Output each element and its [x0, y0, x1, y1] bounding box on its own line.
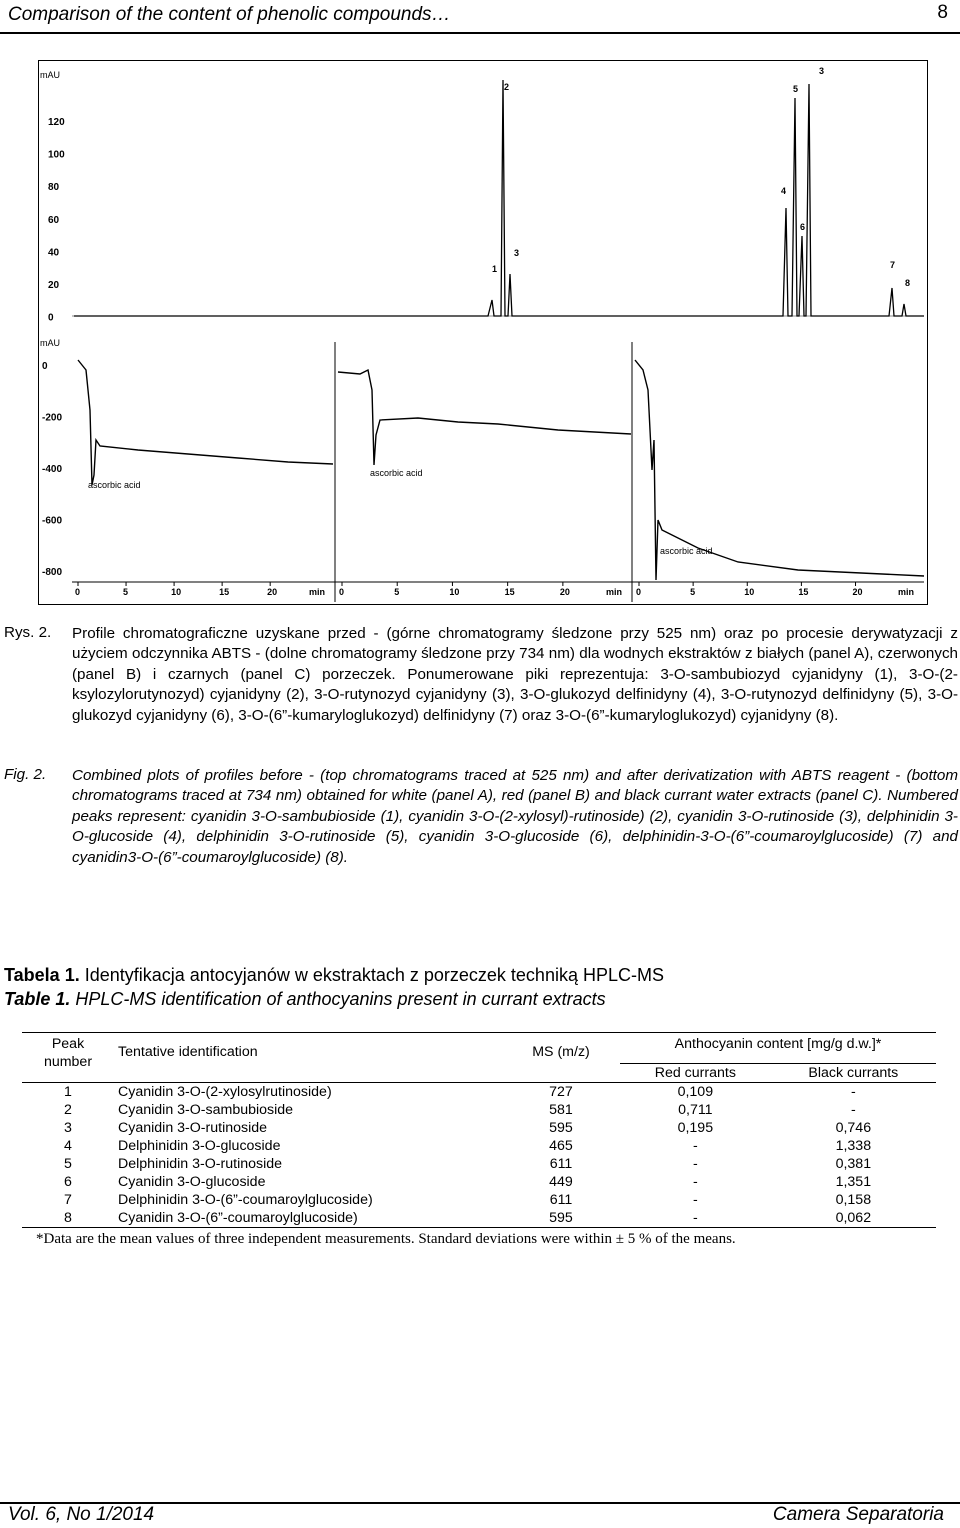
table-row	[22, 1209, 936, 1228]
footer-journal: Camera Separatoria	[772, 1504, 944, 1525]
table-row	[22, 1101, 936, 1119]
x-tick-label: 15	[798, 587, 809, 597]
annotation-panel-b: ascorbic acid	[370, 468, 423, 478]
black-currants-cell: 1,351	[835, 1174, 872, 1190]
caption-en-text: Combined plots of profiles before - (top chromatograms traced at 525 nm) and after derivatization with ABTS reagent - (bottom chromatograms traced at 734 nm) obtained for white (panel A), red (panel B) and black currant water extracts (panel C). Numbered peaks represent: cyanidin 3-O-sambubioside (1), cyanidin 3-O-(2-xylosyl)-rutinoside) (2), cyanidin 3-O-rutinoside (3), delphinidin 3-O-glucoside (4), delphinidin 3-O-rutinoside (5), cyanidin 3-O-glucoside (6), delphinidin-3-O-(6”-coumaroylglucoside) (7) and cyanidin3-O-(6”-coumaroylglucoside) (8).	[72, 767, 958, 866]
table-row	[22, 1155, 936, 1173]
red-currants-cell: -	[692, 1138, 698, 1154]
peak-number-cell: 6	[64, 1174, 72, 1190]
ms-cell: 595	[549, 1120, 573, 1136]
black-currants-cell: -	[850, 1084, 856, 1100]
x-tick-label: 0	[636, 587, 642, 597]
red-currants-cell: 0,195	[677, 1120, 714, 1136]
x-unit-label: min	[606, 587, 623, 597]
peak-number-cell: 7	[64, 1192, 72, 1208]
x-tick-label: 20	[267, 587, 278, 597]
black-currants-cell: -	[850, 1102, 856, 1118]
anthocyanin-table	[22, 1032, 936, 1250]
red-currants-cell: -	[692, 1156, 698, 1172]
header-identification: Tentative identification	[118, 1044, 258, 1060]
black-currants-cell: 0,158	[835, 1192, 872, 1208]
bottom-y-tick-label: 0	[42, 361, 48, 372]
identification-cell: Delphinidin 3-O-(6”-coumaroylglucoside)	[118, 1192, 373, 1208]
header-rule	[0, 32, 960, 34]
identification-cell: Cyanidin 3-O-(6”-coumaroylglucoside)	[118, 1210, 358, 1226]
red-currants-cell: 0,109	[677, 1084, 714, 1100]
x-tick-label: 5	[394, 587, 400, 597]
red-currants-cell: -	[692, 1210, 698, 1226]
top-y-tick-label: 80	[48, 182, 60, 194]
caption-pl-label: Rys. 2.	[4, 624, 52, 641]
peak-number-cell: 8	[64, 1210, 72, 1226]
top-y-tick-label: 20	[48, 280, 60, 291]
x-tick-label: 15	[219, 587, 230, 597]
identification-cell: Cyanidin 3-O-rutinoside	[118, 1120, 268, 1136]
black-currants-cell: 0,062	[835, 1210, 872, 1226]
peak-label: 8	[905, 278, 911, 288]
caption-en-label: Fig. 2.	[4, 766, 47, 783]
header-red-currants: Red currants	[620, 1064, 771, 1083]
peak-label: 3	[819, 66, 825, 76]
bottom-y-tick-label: -800	[42, 567, 63, 578]
peak-label: 5	[793, 84, 799, 94]
ms-cell: 595	[549, 1210, 573, 1226]
table-row	[22, 1137, 936, 1155]
ms-cell: 611	[549, 1192, 573, 1208]
page-number: 8	[937, 2, 948, 23]
table-row	[22, 1191, 936, 1209]
footer-volume: Vol. 6, No 1/2014	[8, 1504, 155, 1525]
table-row	[22, 1083, 936, 1102]
header-black-currants: Black currants	[771, 1064, 936, 1083]
caption-pl-text: Profile chromatograficzne uzyskane przed - (górne chromatogramy śledzone przy 525 nm) oraz po procesie derywatyzacji z użyciem odczynnika ABTS - (dolne chromatogramy śledzone przy 734 nm) dla wodnych ekstraktów z białych (panel A), czerwonych (panel B) i czarnych (panel C) porzeczek. Ponumerowane piki reprezentuja: 3-O-sambubiozyd cyjanidyny (1), 3-O-(2-ksylozylorutynozyd) cyjanidyny (2), 3-O-rutynozyd cyjanidyny (3), 3-O-glukozyd delfinidyny (4), 3-O-rutynozyd delfinidyny (5), 3-O-glukozyd cyjanidyny (6), 3-O-(6”-kumaryloglukozyd) delfinidyny (7) oraz 3-O-(6”-kumaryloglukozyd) cyjanidyny (8).	[72, 625, 958, 724]
red-currants-cell: 0,711	[678, 1102, 713, 1118]
x-tick-label: 10	[171, 587, 182, 597]
x-unit-label: min	[309, 587, 326, 597]
ms-cell: 449	[549, 1174, 573, 1190]
x-tick-label: 20	[559, 587, 570, 597]
black-currants-cell: 0,381	[835, 1156, 872, 1172]
x-tick-label: 20	[852, 587, 863, 597]
running-header-title: Comparison of the content of phenolic compounds…	[8, 4, 451, 25]
identification-cell: Delphinidin 3-O-glucoside	[118, 1138, 281, 1154]
annotation-panel-c: ascorbic acid	[660, 546, 713, 556]
bottom-y-tick-label: -400	[42, 464, 63, 475]
header-anthocyanin-content: Anthocyanin content [mg/g d.w.]*	[674, 1036, 882, 1052]
chromatogram-figure	[38, 60, 928, 605]
peak-number-cell: 4	[64, 1138, 72, 1154]
ms-cell: 465	[549, 1138, 573, 1154]
peak-label: 1	[492, 264, 498, 274]
top-y-tick-label: 0	[48, 312, 54, 324]
red-currants-cell: -	[692, 1192, 698, 1208]
table-body	[22, 1083, 936, 1228]
bottom-y-tick-label: -600	[42, 515, 63, 527]
peak-number-cell: 5	[64, 1156, 72, 1172]
bottom-y-tick-label: -200	[42, 412, 63, 424]
x-tick-label: 5	[123, 587, 129, 597]
top-y-tick-label: 60	[48, 214, 60, 226]
ms-cell: 727	[549, 1084, 573, 1100]
black-currants-cell: 1,338	[835, 1138, 872, 1154]
x-tick-label: 10	[449, 587, 460, 597]
top-y-tick-label: 40	[48, 247, 60, 259]
peak-label: 2	[504, 82, 510, 92]
identification-cell: Cyanidin 3-O-sambubioside	[118, 1102, 294, 1118]
header-ms: MS (m/z)	[532, 1044, 590, 1060]
red-currants-cell: -	[692, 1174, 698, 1190]
ms-cell: 581	[549, 1102, 573, 1118]
x-tick-label: 0	[75, 587, 81, 597]
x-tick-label: 10	[744, 587, 755, 597]
peak-number-cell: 1	[64, 1084, 72, 1100]
ms-cell: 611	[549, 1156, 573, 1172]
identification-cell: Cyanidin 3-O-(2-xylosylrutinoside)	[118, 1084, 332, 1100]
x-tick-label: 5	[690, 587, 696, 597]
peak-label: 6	[800, 222, 806, 232]
table-row	[22, 1173, 936, 1191]
x-unit-label: min	[898, 587, 915, 597]
table-title-pl: Tabela 1. Identyfikacja antocyjanów w ekstraktach z porzeczek techniką HPLC-MS	[4, 965, 664, 985]
x-tick-label: 15	[504, 587, 515, 597]
peak-label: 3	[514, 248, 520, 258]
identification-cell: Cyanidin 3-O-glucoside	[118, 1174, 266, 1190]
table-footnote: *Data are the mean values of three independent measurements. Standard deviations were within ± 5 % of the means.	[36, 1231, 736, 1247]
annotation-panel-a: ascorbic acid	[88, 480, 141, 490]
header-peak-number: Peak number	[43, 1036, 93, 1070]
x-tick-label: 0	[339, 587, 345, 597]
table-title-en: Table 1. HPLC-MS identification of anthocyanins present in currant extracts	[4, 989, 606, 1009]
peak-label: 4	[781, 186, 787, 196]
peak-number-cell: 3	[64, 1120, 72, 1136]
top-y-tick-label: 120	[48, 117, 65, 128]
top-y-unit: mAU	[40, 70, 60, 80]
top-y-tick-label: 100	[48, 149, 65, 161]
peak-label: 7	[890, 260, 896, 270]
identification-cell: Delphinidin 3-O-rutinoside	[118, 1156, 283, 1172]
peak-number-cell: 2	[64, 1102, 72, 1118]
bottom-y-unit: mAU	[40, 338, 60, 348]
black-currants-cell: 0,746	[835, 1120, 872, 1136]
table-row	[22, 1119, 936, 1137]
